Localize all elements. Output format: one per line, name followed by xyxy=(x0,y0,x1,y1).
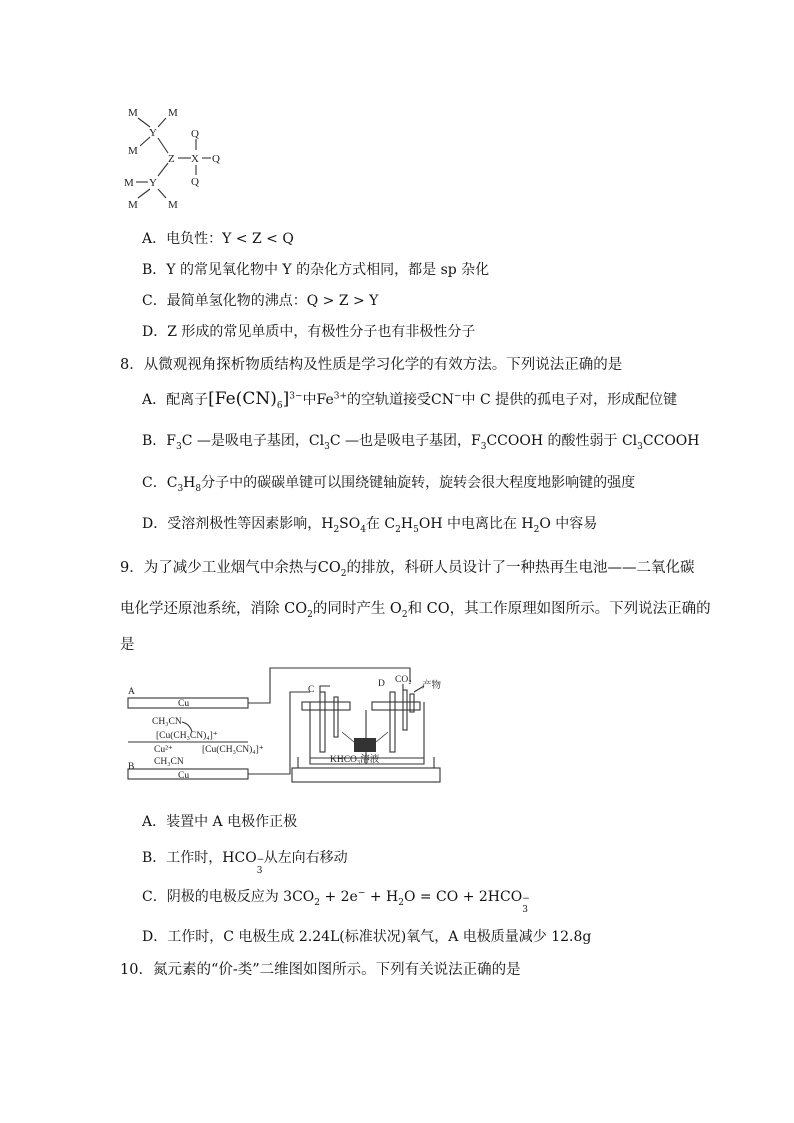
q7-option-b: B．Y 的常见氧化物中 Y 的杂化方式相同，都是 sp 杂化 xyxy=(142,262,490,278)
atom-y-2: Y xyxy=(149,177,157,189)
atom-x: X xyxy=(191,153,199,165)
q9-stem-line-3: 是 xyxy=(120,637,135,653)
q8-option-d: D．受溶剂极性等因素影响，$H_2SO_4$在 $C_2H_5OH$ 中电离比在 $H_2O$ 中容易 xyxy=(142,516,598,535)
q8-option-c: C．$C_3H_8$分子中的碳碳单键可以围绕键轴旋转，旋转会很大程度地影响键的强度 xyxy=(142,475,636,494)
q9-option-c: C．阴极的电极反应为 $3CO_2 + 2e^- + H_2O$ = CO + 2HCO − 3 xyxy=(142,888,530,915)
q7-option-c: C．最简单氢化物的沸点：Q > Z > Y xyxy=(142,293,379,309)
label-cu-bottom: Cu xyxy=(178,771,190,781)
q9-option-a: A．装置中 A 电极作正极 xyxy=(142,814,298,830)
label-complex-top: [Cu(CH₃CN)₄]⁺ xyxy=(156,731,218,741)
atom-m-1: M xyxy=(128,107,138,119)
q8-stem: 8．从微观视角探析物质结构及性质是学习化学的有效方法。下列说法正确的是 xyxy=(120,357,623,373)
label-ch3cn-top: CH₃CN xyxy=(152,717,182,727)
label-complex-bottom: [Cu(CH₃CN)₄]⁺ xyxy=(202,745,264,755)
atom-m-2: M xyxy=(168,107,178,119)
label-electrode-b: B xyxy=(128,762,135,772)
molecule-structure-figure xyxy=(118,100,238,212)
label-electrode-d: D xyxy=(378,679,385,689)
q9-stem-line-2: 电化学还原池系统，消除 $CO_2$的同时产生 $O_2$和 CO，其工作原理如图所示。下列说法正确的 xyxy=(120,601,711,620)
label-product: 产物 xyxy=(422,681,442,691)
atom-z: Z xyxy=(168,153,175,165)
label-electrode-a: A xyxy=(128,687,135,697)
atom-y-1: Y xyxy=(149,127,157,139)
q9-stem-line-1: 9．为了减少工业烟气中余热与$CO_2$的排放，科研人员设计了一种热再生电池——二氧化碳 xyxy=(120,560,695,579)
ion-exchange-membrane-icon xyxy=(354,738,376,752)
q10-stem: 10．氮元素的“价-类”二维图如图所示。下列有关说法正确的是 xyxy=(120,962,521,978)
q9-option-b: B．工作时，HCO − 3 从左向右移动 xyxy=(142,850,348,876)
label-cu-top: Cu xyxy=(178,699,190,709)
q8-option-a: A．配离子$[Fe(CN)_6]^{3-}$中$Fe^{3+}$的空轨道接受CN−中 C 提供的孤电子对，形成配位键 xyxy=(142,389,678,411)
atom-m-3: M xyxy=(128,145,138,157)
label-electrode-c: C xyxy=(308,685,315,695)
q8-option-b: B．$F_3C$ —是吸电子基团，$Cl_3C$ —也是吸电子基团，$F_3CCOOH$ 的酸性弱于 $Cl_3CCOOH$ xyxy=(142,433,700,452)
atom-q-3: Q xyxy=(191,176,199,188)
atom-m-4: M xyxy=(124,177,134,189)
electrochemical-apparatus-figure xyxy=(120,662,460,794)
atom-q-2: Q xyxy=(212,153,220,165)
label-electrolyte: KHCO₃溶液 xyxy=(330,755,380,765)
label-ch3cn-bottom: CH₃CN xyxy=(154,757,184,767)
atom-q-1: Q xyxy=(191,128,199,140)
atom-m-6: M xyxy=(168,199,178,211)
q9-option-d: D．工作时，C 电极生成 2.24L(标准状况)氧气，A 电极质量减少 12.8g xyxy=(142,929,592,945)
label-cu2plus: Cu²⁺ xyxy=(154,745,173,755)
q7-option-a: A．电负性：Y < Z < Q xyxy=(142,231,294,247)
q7-option-d: D．Z 形成的常见单质中，有极性分子也有非极性分子 xyxy=(142,324,476,340)
label-co2: CO₂ xyxy=(395,675,412,685)
atom-m-5: M xyxy=(128,199,138,211)
